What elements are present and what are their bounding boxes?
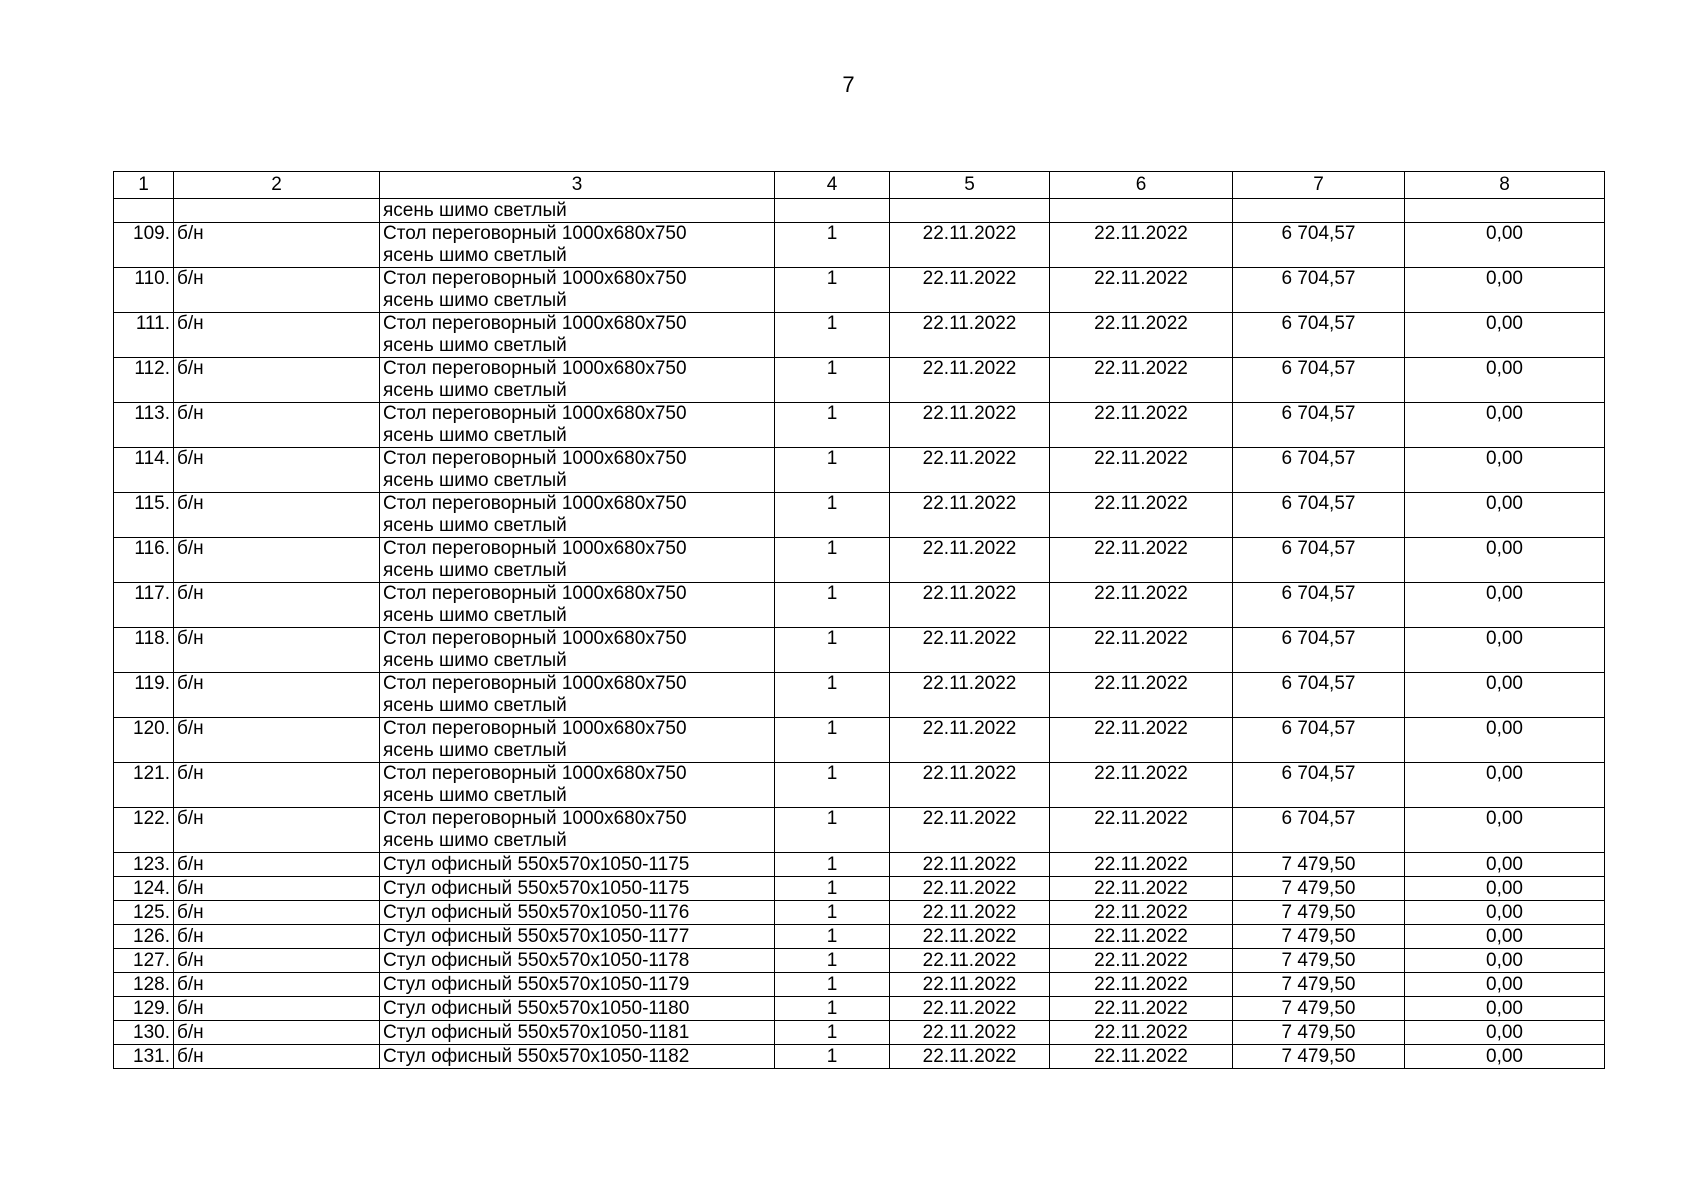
table-row	[114, 313, 1605, 358]
cell-quantity: 1	[775, 313, 890, 358]
cell-empty	[775, 199, 890, 223]
item-name-line: ясень шимо светлый	[383, 830, 567, 851]
cell-date-start: 22.11.2022	[890, 673, 1050, 718]
cell-residual: 0,00	[1405, 763, 1605, 808]
cell-cost: 7 479,50	[1233, 901, 1405, 925]
table-row	[114, 808, 1605, 853]
cell-residual: 0,00	[1405, 493, 1605, 538]
item-name-line: Стол переговорный 1000х680х750	[383, 313, 687, 334]
item-name-line: Стул офисный 550х570х1050-1175	[383, 878, 690, 899]
cell-quantity: 1	[775, 493, 890, 538]
cell-date-end: 22.11.2022	[1050, 268, 1233, 313]
item-name-line: Стол переговорный 1000х680х750	[383, 808, 687, 829]
cell-row-number: 117.	[114, 583, 174, 628]
cell-row-number: 112.	[114, 358, 174, 403]
cell-residual: 0,00	[1405, 403, 1605, 448]
cell-cost: 6 704,57	[1233, 223, 1405, 268]
cell-item-name	[380, 223, 775, 268]
column-number: 2	[174, 172, 380, 199]
cell-date-start: 22.11.2022	[890, 583, 1050, 628]
cell-item-name	[380, 718, 775, 763]
cell-document: б/н	[174, 925, 380, 949]
cell-date-start: 22.11.2022	[890, 223, 1050, 268]
cell-document: б/н	[174, 973, 380, 997]
cell-quantity: 1	[775, 718, 890, 763]
cell-item-name	[380, 997, 775, 1021]
cell-cost: 6 704,57	[1233, 808, 1405, 853]
table-row	[114, 223, 1605, 268]
cell-residual: 0,00	[1405, 877, 1605, 901]
column-number: 8	[1405, 172, 1605, 199]
cell-cost: 7 479,50	[1233, 1045, 1405, 1069]
item-name-line: ясень шимо светлый	[383, 380, 567, 401]
cell-document: б/н	[174, 223, 380, 268]
cell-item-name	[380, 877, 775, 901]
cell-quantity: 1	[775, 223, 890, 268]
table-row	[114, 925, 1605, 949]
cell-residual: 0,00	[1405, 358, 1605, 403]
cell-document: б/н	[174, 448, 380, 493]
item-name-line: Стул офисный 550х570х1050-1175	[383, 854, 690, 875]
item-name-line: Стул офисный 550х570х1050-1177	[383, 926, 690, 947]
cell-item-name	[380, 925, 775, 949]
table-row	[114, 1045, 1605, 1069]
cell-document: б/н	[174, 268, 380, 313]
cell-empty	[1405, 199, 1605, 223]
cell-cost: 6 704,57	[1233, 673, 1405, 718]
item-name-line: ясень шимо светлый	[383, 605, 567, 626]
item-name-line: ясень шимо светлый	[383, 695, 567, 716]
cell-row-number: 122.	[114, 808, 174, 853]
cell-cost: 7 479,50	[1233, 925, 1405, 949]
cell-item-name	[380, 313, 775, 358]
cell-date-start: 22.11.2022	[890, 1021, 1050, 1045]
cell-empty	[1233, 199, 1405, 223]
cell-cost: 6 704,57	[1233, 628, 1405, 673]
cell-date-start: 22.11.2022	[890, 448, 1050, 493]
cell-date-end: 22.11.2022	[1050, 313, 1233, 358]
table-row	[114, 448, 1605, 493]
cell-item-name	[380, 403, 775, 448]
cell-residual: 0,00	[1405, 808, 1605, 853]
cell-residual: 0,00	[1405, 448, 1605, 493]
cell-item-name	[380, 973, 775, 997]
item-name-line: ясень шимо светлый	[383, 515, 567, 536]
table-row	[114, 853, 1605, 877]
cell-date-end: 22.11.2022	[1050, 448, 1233, 493]
cell-empty	[890, 199, 1050, 223]
cell-date-start: 22.11.2022	[890, 268, 1050, 313]
cell-quantity: 1	[775, 403, 890, 448]
cell-row-number: 127.	[114, 949, 174, 973]
cell-date-start: 22.11.2022	[890, 358, 1050, 403]
column-number: 6	[1050, 172, 1233, 199]
item-name-line: Стол переговорный 1000х680х750	[383, 358, 687, 379]
cell-item-name	[380, 268, 775, 313]
cell-item-name	[380, 448, 775, 493]
cell-quantity: 1	[775, 673, 890, 718]
table-body	[114, 199, 1605, 1069]
item-name-line: Стол переговорный 1000х680х750	[383, 718, 687, 739]
cell-row-number: 109.	[114, 223, 174, 268]
cell-cost: 7 479,50	[1233, 877, 1405, 901]
cell-cost: 6 704,57	[1233, 493, 1405, 538]
table-row	[114, 763, 1605, 808]
cell-date-start: 22.11.2022	[890, 313, 1050, 358]
cell-item-name	[380, 673, 775, 718]
item-name-line: Стул офисный 550х570х1050-1178	[383, 950, 690, 971]
table-row	[114, 673, 1605, 718]
item-name-line: ясень шимо светлый	[383, 425, 567, 446]
cell-residual: 0,00	[1405, 853, 1605, 877]
cell-cost: 7 479,50	[1233, 1021, 1405, 1045]
cell-row-number: 113.	[114, 403, 174, 448]
cell-item-name	[380, 901, 775, 925]
cell-date-end: 22.11.2022	[1050, 1045, 1233, 1069]
cell-item-name	[380, 583, 775, 628]
table-row	[114, 718, 1605, 763]
cell-cost: 6 704,57	[1233, 763, 1405, 808]
continuation-row	[114, 199, 1605, 223]
cell-item-name	[380, 1021, 775, 1045]
cell-date-end: 22.11.2022	[1050, 973, 1233, 997]
cell-residual: 0,00	[1405, 628, 1605, 673]
cell-date-end: 22.11.2022	[1050, 718, 1233, 763]
cell-item-name	[380, 358, 775, 403]
cell-document: б/н	[174, 763, 380, 808]
cell-cost: 7 479,50	[1233, 973, 1405, 997]
table-row	[114, 538, 1605, 583]
cell-date-start: 22.11.2022	[890, 763, 1050, 808]
cell-empty	[174, 199, 380, 223]
cell-date-end: 22.11.2022	[1050, 901, 1233, 925]
cell-date-start: 22.11.2022	[890, 997, 1050, 1021]
cell-quantity: 1	[775, 448, 890, 493]
item-name-line: Стол переговорный 1000х680х750	[383, 628, 687, 649]
cell-residual: 0,00	[1405, 925, 1605, 949]
cell-residual: 0,00	[1405, 718, 1605, 763]
cell-cost: 6 704,57	[1233, 718, 1405, 763]
item-name-line: Стол переговорный 1000х680х750	[383, 493, 687, 514]
item-name-line: ясень шимо светлый	[383, 335, 567, 356]
cell-date-end: 22.11.2022	[1050, 673, 1233, 718]
cell-quantity: 1	[775, 538, 890, 583]
cell-item-name	[380, 808, 775, 853]
table-row	[114, 403, 1605, 448]
cell-date-end: 22.11.2022	[1050, 763, 1233, 808]
cell-residual: 0,00	[1405, 973, 1605, 997]
cell-date-end: 22.11.2022	[1050, 877, 1233, 901]
page-number: 7	[842, 72, 855, 97]
cell-date-end: 22.11.2022	[1050, 583, 1233, 628]
item-name-line: Стол переговорный 1000х680х750	[383, 403, 687, 424]
cell-date-start: 22.11.2022	[890, 538, 1050, 583]
cell-date-start: 22.11.2022	[890, 973, 1050, 997]
cell-row-number: 114.	[114, 448, 174, 493]
item-name-line: Стул офисный 550х570х1050-1182	[383, 1046, 690, 1067]
table-row	[114, 628, 1605, 673]
table-row	[114, 877, 1605, 901]
cell-row-number: 129.	[114, 997, 174, 1021]
cell-row-number: 118.	[114, 628, 174, 673]
cell-residual: 0,00	[1405, 997, 1605, 1021]
item-name-line: Стол переговорный 1000х680х750	[383, 268, 687, 289]
cell-item-name	[380, 853, 775, 877]
cell-date-end: 22.11.2022	[1050, 997, 1233, 1021]
cell-quantity: 1	[775, 925, 890, 949]
cell-row-number: 110.	[114, 268, 174, 313]
cell-document: б/н	[174, 313, 380, 358]
cell-date-start: 22.11.2022	[890, 1045, 1050, 1069]
cell-row-number: 130.	[114, 1021, 174, 1045]
cell-date-start: 22.11.2022	[890, 853, 1050, 877]
table-row	[114, 583, 1605, 628]
cell-residual: 0,00	[1405, 901, 1605, 925]
table-row	[114, 268, 1605, 313]
item-name-line: ясень шимо светлый	[383, 245, 567, 266]
cell-residual: 0,00	[1405, 673, 1605, 718]
column-number: 4	[775, 172, 890, 199]
cell-document: б/н	[174, 673, 380, 718]
table-row	[114, 973, 1605, 997]
cell-date-end: 22.11.2022	[1050, 358, 1233, 403]
cell-document: б/н	[174, 358, 380, 403]
cell-date-end: 22.11.2022	[1050, 403, 1233, 448]
cell-quantity: 1	[775, 997, 890, 1021]
item-name-line: Стол переговорный 1000х680х750	[383, 763, 687, 784]
cell-document: б/н	[174, 1045, 380, 1069]
cell-quantity: 1	[775, 901, 890, 925]
cell-quantity: 1	[775, 949, 890, 973]
cell-document: б/н	[174, 997, 380, 1021]
cell-row-number: 115.	[114, 493, 174, 538]
cell-row-number: 119.	[114, 673, 174, 718]
cell-quantity: 1	[775, 877, 890, 901]
cell-row-number: 116.	[114, 538, 174, 583]
cell-residual: 0,00	[1405, 538, 1605, 583]
cell-cost: 6 704,57	[1233, 358, 1405, 403]
cell-quantity: 1	[775, 973, 890, 997]
item-name-line: Стул офисный 550х570х1050-1179	[383, 974, 690, 995]
cell-date-start: 22.11.2022	[890, 925, 1050, 949]
cell-quantity: 1	[775, 853, 890, 877]
cell-cost: 7 479,50	[1233, 949, 1405, 973]
item-name-line: Стол переговорный 1000х680х750	[383, 673, 687, 694]
cell-date-end: 22.11.2022	[1050, 853, 1233, 877]
column-number-row	[114, 172, 1605, 199]
cell-cost: 6 704,57	[1233, 268, 1405, 313]
cell-item-name: ясень шимо светлый	[380, 199, 775, 223]
cell-document: б/н	[174, 403, 380, 448]
table-row	[114, 1021, 1605, 1045]
cell-row-number: 124.	[114, 877, 174, 901]
cell-document: б/н	[174, 538, 380, 583]
cell-residual: 0,00	[1405, 223, 1605, 268]
cell-date-start: 22.11.2022	[890, 718, 1050, 763]
cell-date-start: 22.11.2022	[890, 877, 1050, 901]
cell-document: б/н	[174, 628, 380, 673]
cell-document: б/н	[174, 877, 380, 901]
cell-residual: 0,00	[1405, 268, 1605, 313]
cell-item-name	[380, 949, 775, 973]
cell-document: б/н	[174, 853, 380, 877]
item-name-line: Стул офисный 550х570х1050-1176	[383, 902, 690, 923]
cell-cost: 7 479,50	[1233, 997, 1405, 1021]
cell-residual: 0,00	[1405, 1045, 1605, 1069]
cell-residual: 0,00	[1405, 949, 1605, 973]
cell-date-end: 22.11.2022	[1050, 493, 1233, 538]
cell-cost: 7 479,50	[1233, 853, 1405, 877]
cell-document: б/н	[174, 718, 380, 763]
table-row	[114, 997, 1605, 1021]
item-name-line: ясень шимо светлый	[383, 290, 567, 311]
cell-item-name	[380, 763, 775, 808]
inventory-table	[113, 171, 1605, 1069]
item-name-line: ясень шимо светлый	[383, 650, 567, 671]
cell-row-number: 125.	[114, 901, 174, 925]
cell-document: б/н	[174, 583, 380, 628]
cell-document: б/н	[174, 901, 380, 925]
cell-item-name	[380, 628, 775, 673]
cell-row-number: 121.	[114, 763, 174, 808]
cell-row-number: 120.	[114, 718, 174, 763]
cell-item-name	[380, 1045, 775, 1069]
cell-empty	[114, 199, 174, 223]
cell-date-end: 22.11.2022	[1050, 538, 1233, 583]
item-name-line: ясень шимо светлый	[383, 470, 567, 491]
cell-cost: 6 704,57	[1233, 583, 1405, 628]
table-row	[114, 901, 1605, 925]
item-name-line: ясень шимо светлый	[383, 740, 567, 761]
cell-quantity: 1	[775, 628, 890, 673]
cell-document: б/н	[174, 493, 380, 538]
cell-residual: 0,00	[1405, 583, 1605, 628]
cell-quantity: 1	[775, 808, 890, 853]
cell-date-end: 22.11.2022	[1050, 223, 1233, 268]
item-name-line: ясень шимо светлый	[383, 560, 567, 581]
cell-quantity: 1	[775, 358, 890, 403]
cell-residual: 0,00	[1405, 313, 1605, 358]
cell-row-number: 123.	[114, 853, 174, 877]
cell-cost: 6 704,57	[1233, 313, 1405, 358]
cell-row-number: 128.	[114, 973, 174, 997]
cell-quantity: 1	[775, 763, 890, 808]
item-name-line: Стол переговорный 1000х680х750	[383, 448, 687, 469]
cell-date-start: 22.11.2022	[890, 901, 1050, 925]
table-row	[114, 358, 1605, 403]
cell-date-end: 22.11.2022	[1050, 628, 1233, 673]
cell-date-start: 22.11.2022	[890, 949, 1050, 973]
cell-quantity: 1	[775, 583, 890, 628]
cell-date-end: 22.11.2022	[1050, 949, 1233, 973]
cell-residual: 0,00	[1405, 1021, 1605, 1045]
cell-quantity: 1	[775, 268, 890, 313]
item-name-line: Стол переговорный 1000х680х750	[383, 223, 687, 244]
cell-quantity: 1	[775, 1021, 890, 1045]
cell-row-number: 126.	[114, 925, 174, 949]
cell-row-number: 111.	[114, 313, 174, 358]
cell-item-name	[380, 538, 775, 583]
item-name-line: Стол переговорный 1000х680х750	[383, 583, 687, 604]
cell-document: б/н	[174, 949, 380, 973]
cell-date-start: 22.11.2022	[890, 628, 1050, 673]
item-name-line: Стул офисный 550х570х1050-1181	[383, 1022, 690, 1043]
column-number: 1	[114, 172, 174, 199]
cell-document: б/н	[174, 808, 380, 853]
cell-empty	[1050, 199, 1233, 223]
table-row	[114, 493, 1605, 538]
cell-item-name	[380, 493, 775, 538]
column-number: 5	[890, 172, 1050, 199]
cell-cost: 6 704,57	[1233, 448, 1405, 493]
table-row	[114, 949, 1605, 973]
cell-date-end: 22.11.2022	[1050, 925, 1233, 949]
cell-date-end: 22.11.2022	[1050, 1021, 1233, 1045]
column-number: 7	[1233, 172, 1405, 199]
item-name-line: Стол переговорный 1000х680х750	[383, 538, 687, 559]
cell-cost: 6 704,57	[1233, 538, 1405, 583]
column-number: 3	[380, 172, 775, 199]
item-name-line: Стул офисный 550х570х1050-1180	[383, 998, 690, 1019]
cell-date-start: 22.11.2022	[890, 403, 1050, 448]
item-name-line: ясень шимо светлый	[383, 785, 567, 806]
cell-quantity: 1	[775, 1045, 890, 1069]
cell-cost: 6 704,57	[1233, 403, 1405, 448]
cell-row-number: 131.	[114, 1045, 174, 1069]
cell-date-end: 22.11.2022	[1050, 808, 1233, 853]
cell-date-start: 22.11.2022	[890, 808, 1050, 853]
cell-document: б/н	[174, 1021, 380, 1045]
cell-date-start: 22.11.2022	[890, 493, 1050, 538]
